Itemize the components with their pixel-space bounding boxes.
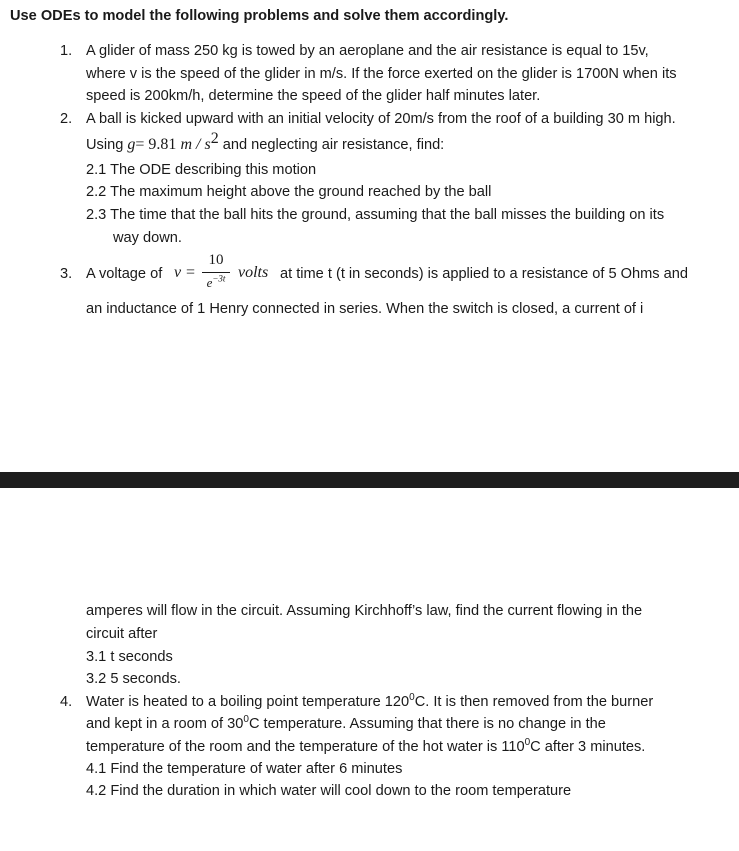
q4-line-2 — [86, 715, 606, 733]
q2-number: 2. — [60, 111, 73, 127]
q2-sub-2: 2.2 The maximum height above the ground reached by the ball — [86, 184, 492, 200]
q1-number: 1. — [60, 43, 73, 59]
q4-sub-1: 4.1 Find the temperature of water after 6 minutes — [86, 761, 403, 777]
q2-line-1: A ball is kicked upward with an initial velocity of 20m/s from the roof of a building 30 m high. — [86, 111, 676, 127]
page-heading: Use ODEs to model the following problems and solve them accordingly. — [10, 8, 509, 24]
q4-degree-1: 0 — [409, 692, 415, 704]
q3-suffix: at time t (t in seconds) is applied to a resistance of 5 Ohms and — [280, 266, 689, 282]
q2-gravity-line — [86, 130, 445, 154]
q3-prefix: A voltage of — [86, 266, 163, 282]
q4-line-2b: C temperature. Assuming that there is no change in the — [248, 716, 606, 732]
q3-volts: volts — [238, 264, 269, 281]
q4-line-1a: Water is heated to a boiling point temperature 120 — [86, 694, 410, 710]
page-break-bar — [0, 472, 739, 488]
q3-line-4: circuit after — [86, 626, 158, 642]
q2-sub-1: 2.1 The ODE describing this motion — [86, 162, 317, 178]
q4-line-2a: and kept in a room of 30 — [86, 716, 244, 732]
q2-g-symbol: g — [127, 136, 136, 153]
q3-equals: = — [186, 264, 196, 281]
q3-v-symbol: v — [174, 264, 182, 281]
q4-line-3a: temperature of the room and the temperature of the hot water is 110 — [86, 739, 525, 755]
q4-line-1 — [86, 693, 653, 711]
q4-line-1b: C. It is then removed from the burner — [414, 694, 654, 710]
q4-sub-2: 4.2 Find the duration in which water will cool down to the room temperature — [86, 783, 572, 799]
q3-denominator — [201, 273, 231, 290]
q2-using-tail: and neglecting air resistance, find: — [222, 137, 445, 153]
q3-line-3: amperes will flow in the circuit. Assuming Kirchhoff’s law, find the current flowing in the — [86, 603, 643, 619]
q3-number: 3. — [60, 266, 73, 282]
q3-sub-2: 3.2 5 seconds. — [86, 671, 181, 687]
q3-sub-1: 3.1 t seconds — [86, 649, 173, 665]
q2-g-exponent: 2 — [210, 130, 219, 148]
q4-line-3b: C after 3 minutes. — [530, 739, 646, 755]
q1-line-3: speed is 200km/h, determine the speed of the glider half minutes later. — [86, 88, 541, 104]
q3-line-2: an inductance of 1 Henry connected in series. When the switch is closed, a current of i — [86, 301, 644, 317]
q4-degree-3: 0 — [524, 737, 531, 749]
q4-degree-2: 0 — [243, 714, 249, 726]
q4-number: 4. — [60, 694, 73, 710]
q1-line-2: where v is the speed of the glider in m/s. If the force exerted on the glider is 1700N when its — [86, 66, 677, 82]
q2-sub-3a: 2.3 The time that the ball hits the ground, assuming that the ball misses the building on its — [86, 207, 665, 223]
q2-g-units: m / s — [180, 136, 211, 153]
q3-denominator-base: e — [206, 275, 213, 290]
q2-using-text: Using — [86, 137, 124, 153]
q3-numerator: 10 — [208, 252, 224, 268]
q2-g-value: = 9.81 — [135, 136, 177, 153]
q3-denominator-exponent: −3t — [212, 273, 226, 284]
q1-line-1: A glider of mass 250 kg is towed by an aeroplane and the air resistance is equal to 15v, — [86, 43, 649, 59]
q2-sub-3b: way down. — [113, 230, 182, 246]
q4-line-3 — [86, 738, 645, 756]
